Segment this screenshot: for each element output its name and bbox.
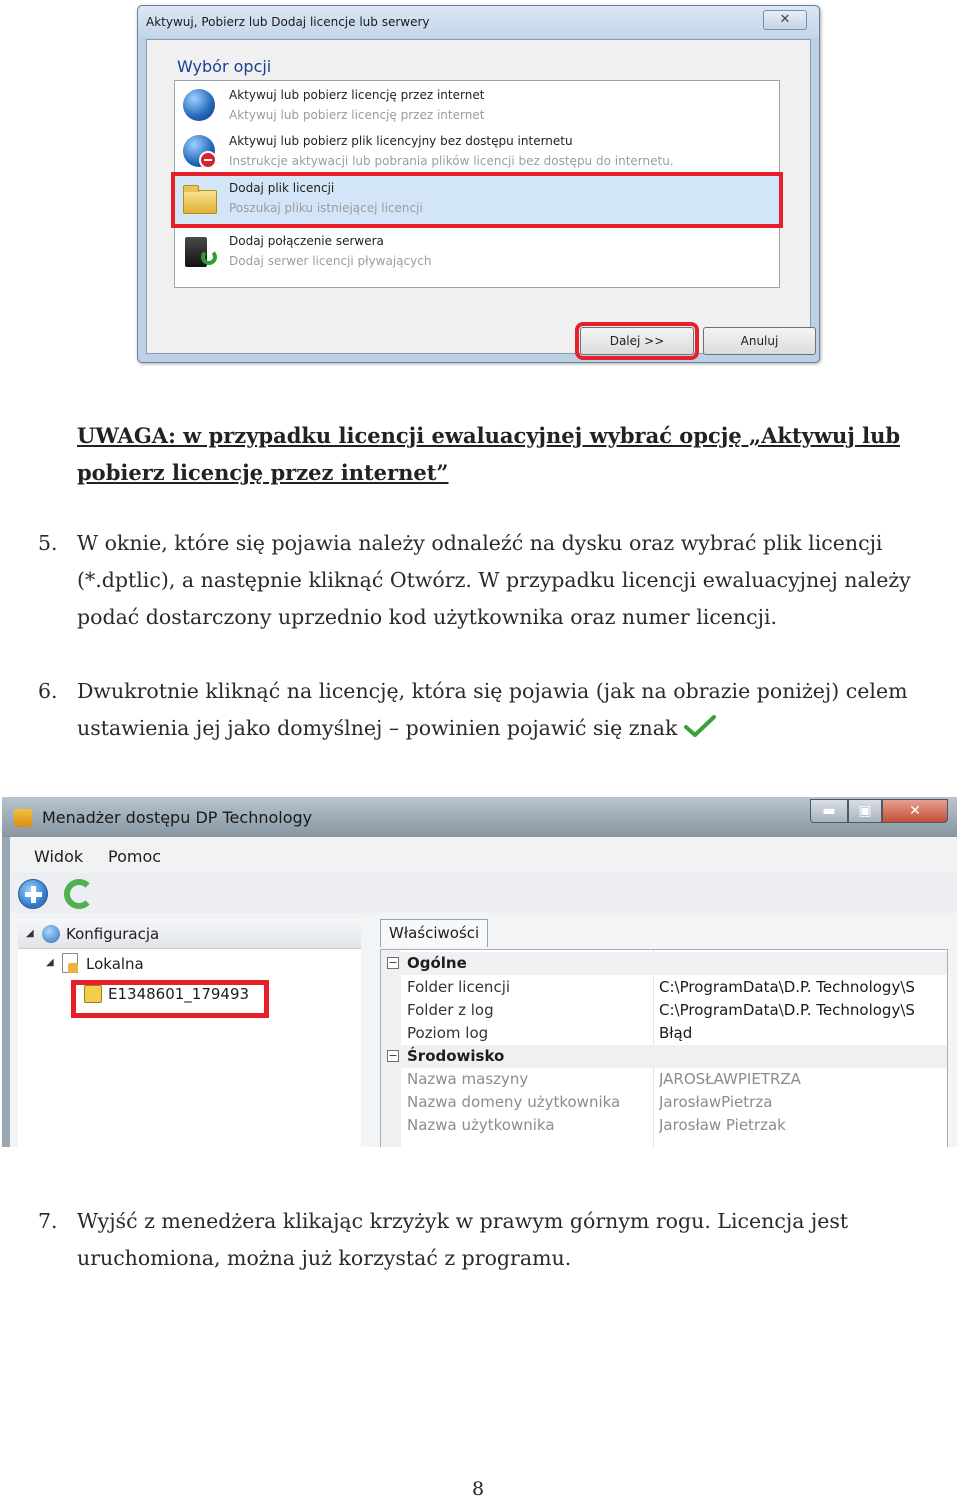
- globe-blocked-icon: [183, 135, 215, 167]
- option-title: Aktywuj lub pobierz licencję przez internet: [229, 88, 485, 102]
- option-subtitle: Instrukcje aktywacji lub pobrania plików licencji bez dostępu do internetu.: [229, 154, 674, 168]
- dialog-close-button[interactable]: [763, 10, 807, 30]
- option-title: Dodaj połączenie serwera: [229, 234, 384, 248]
- step-text: W oknie, które się pojawia należy odnaleźć na dysku oraz wybrać plik licencji (*.dptlic), a następnie kliknąć Otwórz. W przypadku licencji ewaluacyjnej należy podać dostarczony uprzednio kod użytkownika oraz numer licencji.: [77, 531, 911, 629]
- option-add-server-connection[interactable]: [175, 229, 779, 275]
- option-title: Aktywuj lub pobierz plik licencyjny bez dostępu internetu: [229, 134, 573, 148]
- refresh-icon[interactable]: [64, 879, 94, 909]
- group-label: Środowisko: [407, 1047, 505, 1065]
- close-icon: ✕: [779, 12, 791, 27]
- step-text: Dwukrotnie kliknąć na licencję, która się pojawia (jak na obrazie poniżej) celem ustawienia jej jako domyślnej – powinien pojawić się znak: [77, 679, 908, 740]
- option-title: Dodaj plik licencji: [229, 181, 335, 195]
- toolbar: [10, 873, 957, 913]
- option-subtitle: Dodaj serwer licencji pływających: [229, 254, 432, 268]
- server-icon: [183, 235, 215, 267]
- expand-arrow-icon[interactable]: ◢: [26, 928, 34, 939]
- tab-properties[interactable]: [380, 919, 488, 947]
- step-6: [38, 673, 938, 747]
- local-document-icon: [62, 953, 78, 973]
- step-text: Wyjść z menedżera klikając krzyżyk w prawym górnym rogu. Licencja jest uruchomiona, można już korzystać z programu.: [77, 1209, 849, 1270]
- config-tree: [18, 919, 361, 1147]
- step-number: 7.: [38, 1209, 58, 1233]
- property-value: Jarosław Pietrzak: [659, 1116, 786, 1134]
- dialog-title: Aktywuj, Pobierz lub Dodaj licencje lub serwery: [146, 15, 430, 29]
- property-value: C:\ProgramData\D.P. Technology\S: [659, 1001, 915, 1019]
- property-value: JAROSŁAWPIETRZA: [659, 1070, 801, 1088]
- option-subtitle: Poszukaj pliku istniejącej licencji: [229, 201, 423, 215]
- group-general[interactable]: [381, 952, 947, 975]
- property-key: Nazwa użytkownika: [407, 1116, 555, 1134]
- window-title: Menadżer dostępu DP Technology: [42, 808, 313, 827]
- step-number: 6.: [38, 679, 58, 703]
- property-value: C:\ProgramData\D.P. Technology\S: [659, 978, 915, 996]
- property-key: Poziom log: [407, 1024, 489, 1042]
- property-key: Folder z log: [407, 1001, 494, 1019]
- access-manager-window: [2, 797, 957, 1147]
- evaluation-warning: UWAGA: w przypadku licencji ewaluacyjnej wybrać opcję „Aktywuj lub pobierz licencję przez internet”: [77, 423, 901, 485]
- property-row[interactable]: [381, 999, 947, 1022]
- checkmark-icon: [684, 715, 716, 737]
- minimize-button[interactable]: [810, 799, 848, 823]
- add-icon[interactable]: [18, 879, 48, 909]
- menu-help[interactable]: Pomoc: [108, 847, 162, 866]
- property-key: Folder licencji: [407, 978, 511, 996]
- property-row[interactable]: [381, 976, 947, 999]
- collapse-icon[interactable]: −: [388, 956, 398, 969]
- step-7: [38, 1203, 938, 1277]
- license-highlight-frame: [71, 980, 269, 1018]
- property-key: Nazwa domeny użytkownika: [407, 1093, 621, 1111]
- expand-arrow-icon[interactable]: ◢: [46, 957, 54, 968]
- option-subtitle: Aktywuj lub pobierz licencję przez internet: [229, 108, 485, 122]
- property-row[interactable]: [381, 1091, 947, 1114]
- license-options-dialog: [137, 5, 820, 363]
- properties-grid: [380, 949, 948, 1147]
- collapse-icon[interactable]: −: [388, 1049, 398, 1062]
- property-key: Nazwa maszyny: [407, 1070, 529, 1088]
- menu-view[interactable]: Widok: [34, 847, 84, 866]
- group-environment[interactable]: [381, 1045, 947, 1068]
- cancel-button[interactable]: Anuluj: [703, 327, 816, 355]
- group-label: Ogólne: [407, 954, 467, 972]
- menu-bar: [10, 837, 957, 873]
- property-value: Błąd: [659, 1024, 693, 1042]
- maximize-icon: ▣: [858, 803, 872, 819]
- step-text-wrapper: [77, 673, 938, 747]
- option-activate-online[interactable]: [175, 83, 779, 129]
- dialog-heading: Wybór opcji: [177, 57, 272, 76]
- tree-node-local[interactable]: Lokalna: [86, 955, 144, 973]
- property-value: JarosławPietrza: [659, 1093, 773, 1111]
- property-row[interactable]: [381, 1068, 947, 1091]
- option-add-license-file[interactable]: [175, 176, 779, 224]
- tree-root-row[interactable]: [18, 919, 361, 949]
- property-row[interactable]: [381, 1022, 947, 1045]
- minimize-icon: ▬: [822, 803, 836, 819]
- window-titlebar: [2, 797, 957, 837]
- tree-node-configuration[interactable]: Konfiguracja: [66, 925, 160, 943]
- configuration-icon: [42, 925, 60, 943]
- step-5: [38, 525, 938, 636]
- globe-icon: [183, 89, 215, 121]
- dialog-titlebar: [138, 6, 819, 38]
- close-icon: ✕: [909, 803, 921, 819]
- folder-icon: [183, 182, 215, 214]
- tree-node-license[interactable]: E1348601_179493: [108, 985, 250, 1003]
- window-close-button[interactable]: [882, 799, 948, 823]
- option-activate-offline[interactable]: [175, 129, 779, 175]
- options-list: [174, 80, 780, 288]
- app-icon: [14, 809, 32, 827]
- next-button[interactable]: Dalej >>: [580, 327, 694, 355]
- maximize-button[interactable]: [848, 799, 882, 823]
- page-number: 8: [472, 1478, 485, 1500]
- tab-label: Właściwości: [389, 924, 480, 942]
- property-row[interactable]: [381, 1114, 947, 1137]
- dialog-body: [146, 39, 811, 354]
- step-number: 5.: [38, 531, 58, 555]
